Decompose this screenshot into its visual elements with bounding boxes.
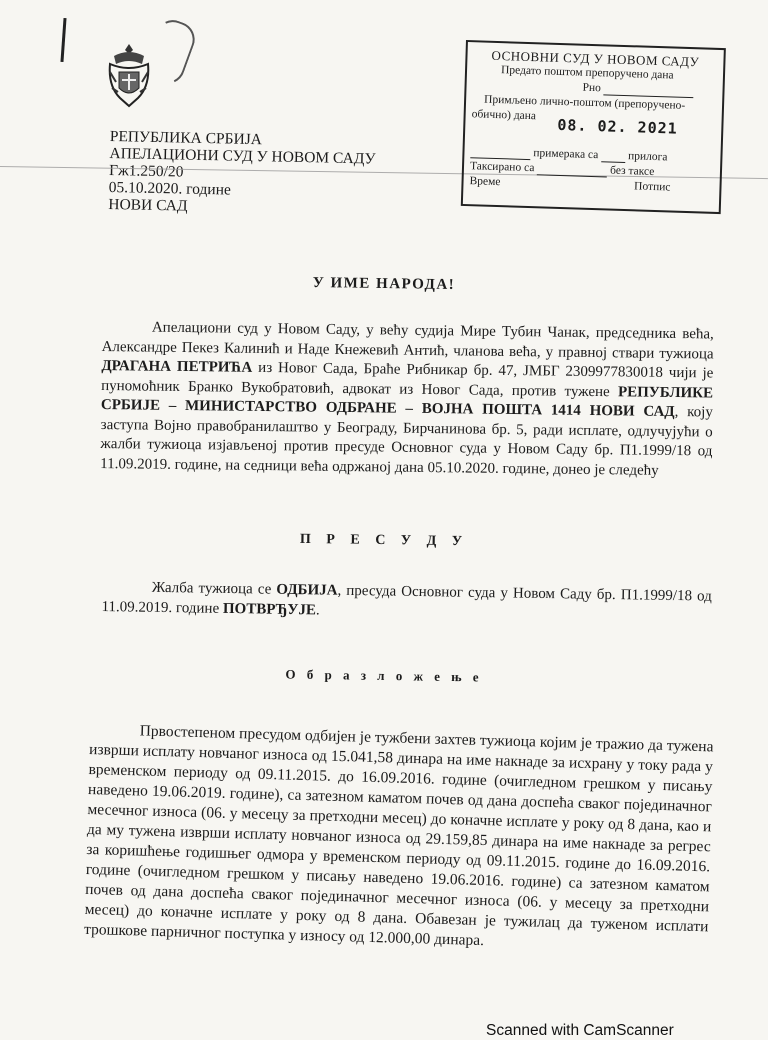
stamp-signature-label: Потпис <box>633 180 671 194</box>
intro-paragraph <box>100 318 714 481</box>
document-heading: У ИМЕ НАРОДА! <box>312 275 456 293</box>
intro-text-2: из Новог Сада, Браће Рибникар бр. 47, ЈМБГ 2309977830018 чији је пуномоћник Бранко Вукобратовић, адвокат из Новог Сада, против тужене <box>101 359 714 400</box>
verdict-heading: П Р Е С У Д У <box>299 531 469 550</box>
verdict-text-3: . <box>315 601 320 618</box>
stamp-mailed-label: Предато поштом препоручено дана <box>500 64 674 82</box>
reasoning-paragraph <box>84 720 714 957</box>
stamp-received-label-2: обично) дана <box>471 108 537 123</box>
defendant-name: РЕПУБЛИКЕ СРБИЈЕ – МИНИСТАРСТВО ОДБРАНЕ – ВОЈНА ПОШТА 1414 НОВИ САД <box>100 383 714 421</box>
stamp-date: 08. 02. 2021 <box>557 115 678 138</box>
stamp-time-label: Време <box>469 175 501 189</box>
verdict-text-1: Жалба тужиоца се <box>151 579 277 598</box>
plaintiff-name: ДРАГАНА ПЕТРИЋА <box>101 357 253 376</box>
stamp-taxed-label: Таксирано са <box>469 160 535 175</box>
coat-of-arms-icon <box>106 42 152 110</box>
stamp-copies-label: примерака са <box>533 147 599 162</box>
header-country: РЕПУБЛИКА СРБИЈА <box>109 128 263 149</box>
court-header <box>108 128 440 220</box>
verdict-text-2: , пресуда Основног суда у Новом Саду бр. П1.1999/18 од 11.09.2019. године <box>101 582 712 617</box>
verdict-rejected: ОДБИЈА <box>276 581 338 599</box>
intro-text-3: , коју заступа Војно правобранилаштво у Београду, Бирчанинова бр. 5, ради исплате, одлучујући о жалби тужиоца изјављеној против пресуде Основног суда у Новом Саду бр. П1.1999/18 од 11.09.2019. године, на седници већа одржаној дана 05.10.2020. године, донео је следећу <box>100 404 713 479</box>
reasoning-text: Првостепеном пресудом одбијен је тужбени захтев тужиоца којим је тражио да тужена изврши исплату новчаног износа од 15.041,58 динара на име накнаде за исхрану у току рада у временском периоду од 09.11.2015. до 16.09.2016. године (очигледном грешком у писању наведено 19.06.2019. године), са затезном каматом почев од дана доспећа сваког појединачног месечног износа (06. у месецу за претходни месец) до коначне исплате у року од 8 дана, као и да му тужена изврши исплату новчаног износа од 29.159,85 динара на име накнаде за регрес за коришћење годишњег одмора у временском периоду од 09.11.2015. године до 16.09.2016. године (очигледном грешком у писању наведено 19.06.2016. године) са затезном каматом почев од дана доспећа сваког појединачног месечног износа (06. у месецу за претходни месец) до коначне исплате у року од 8 дана. Обавезан је тужилац да туженом исплати трошкове парничног поступка у износу од 12.000,00 динара. <box>83 722 714 950</box>
verdict-confirmed: ПОТВРЂУЈЕ <box>222 600 317 618</box>
stamp-attach-line <box>601 161 625 163</box>
reasoning-heading: О б р а з л о ж е њ е <box>285 666 483 685</box>
receipt-stamp <box>461 40 726 214</box>
header-case-number: Гж1.250/20 <box>108 161 184 181</box>
intro-text-1: Апелациони суд у Новом Саду, у већу судија Мире Тубин Чанак, председника већа, Александре Пекез Калинић и Наде Кнежевић Антић, чланова већа, у правној ствари тужиоца <box>101 319 714 362</box>
header-city: НОВИ САД <box>108 195 188 215</box>
stamp-attachments-label: прилога <box>627 150 668 164</box>
stamp-title: ОСНОВНИ СУД У НОВОМ САДУ <box>491 47 700 70</box>
verdict-paragraph <box>101 578 712 627</box>
stamp-untaxed-label: без таксе <box>609 164 655 178</box>
stamp-received-label: Примљено лично-поштом (препоручено- <box>483 93 686 112</box>
scanner-watermark: Scanned with CamScanner <box>486 1022 674 1039</box>
header-date: 05.10.2020. године <box>108 178 232 199</box>
stamp-rno-label: Рно <box>582 81 602 95</box>
staple-mark <box>60 18 66 62</box>
header-court: АПЕЛАЦИОНИ СУД У НОВОМ САДУ <box>109 144 376 168</box>
